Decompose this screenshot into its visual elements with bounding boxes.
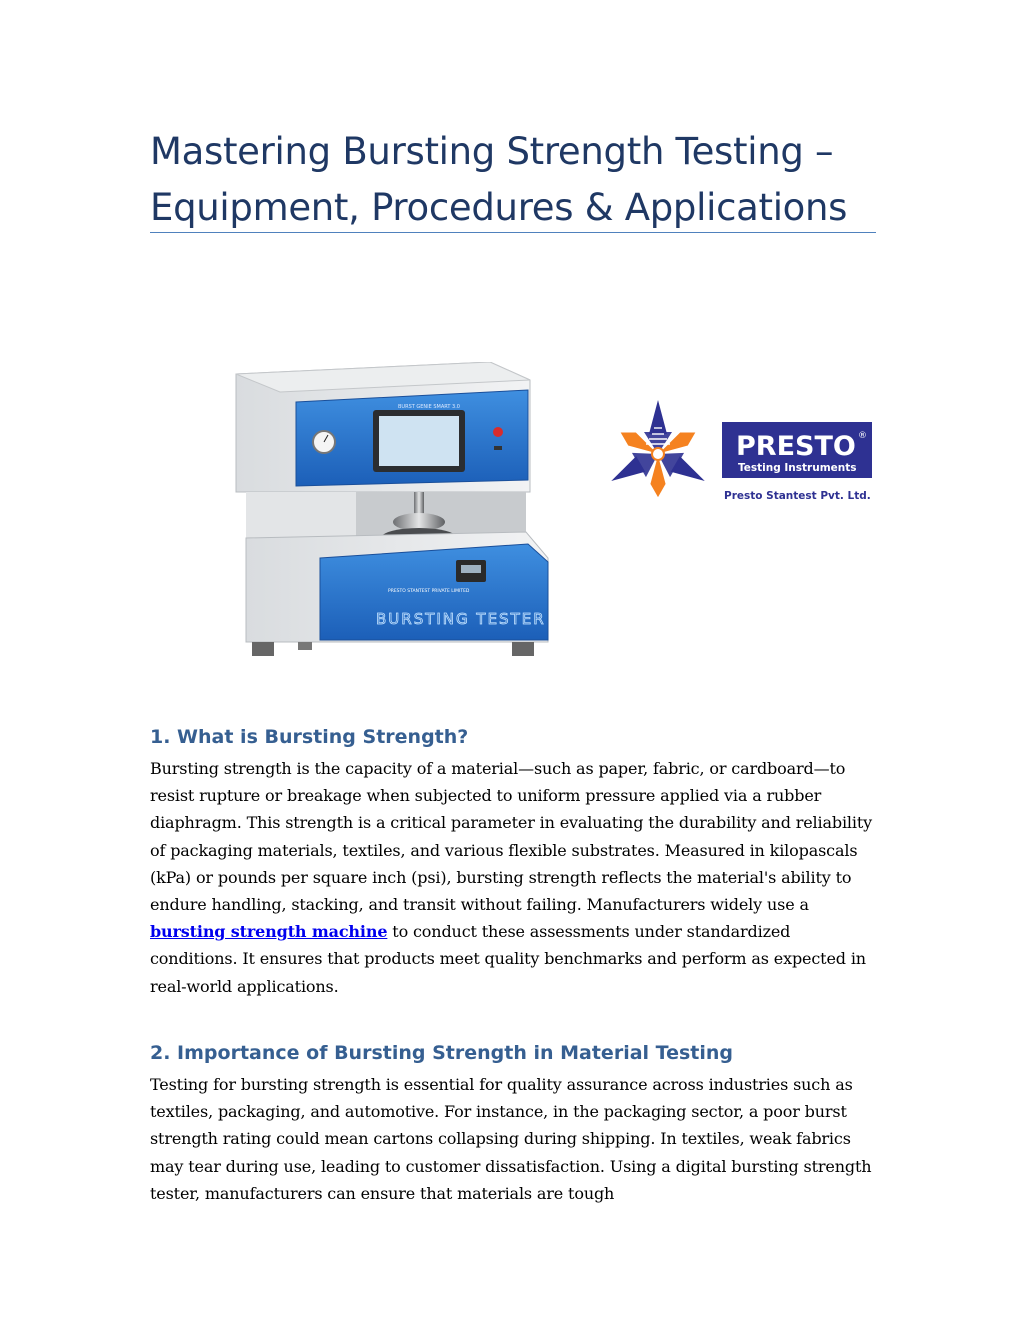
logo-company: Presto Stantest Pvt. Ltd. (724, 490, 871, 502)
logo-brand: PRESTO (736, 431, 856, 462)
bursting-tester-image (228, 362, 550, 662)
section-1-paragraph: Bursting strength is the capacity of a material—such as paper, fabric, or cardboard—to resist rupture or breakage when subjected to uniform pressure applied via a rubber diaphragm. This strength is a critical parameter in evaluating the durability and reliability of packaging materials, textiles, and various flexible substrates. Measured in kilopascals (kPa) or pounds per square inch (psi), bursting strength reflects the material's ability to endure handling, stacking, and transit without failing. Manufacturers widely use a bursting strength machine to conduct these assessments under standardized conditions. It ensures that products meet quality benchmarks and perform as expected in real-world applications. (150, 759, 873, 996)
panel-label: BURST GENIE SMART 3.0 (398, 404, 460, 410)
logo-registered: ® (858, 431, 867, 441)
section-1-heading: 1. What is Bursting Strength? (150, 726, 469, 748)
company-label: PRESTO STANTEST PRIVATE LIMITED (388, 589, 470, 594)
title-divider (150, 232, 876, 233)
section-2-heading: 2. Importance of Bursting Strength in Material Testing (150, 1042, 734, 1064)
page-title: Mastering Bursting Strength Testing – Equipment, Procedures & Applications (150, 130, 848, 229)
logo-tagline: Testing Instruments (738, 462, 857, 474)
bursting-strength-machine-link[interactable]: bursting strength machine (150, 922, 388, 942)
presto-logo-image (604, 400, 876, 512)
front-label: BURSTING TESTER (376, 610, 546, 628)
section-2-paragraph: Testing for bursting strength is essential for quality assurance across industries such as textiles, packaging, and automotive. For instance, in the packaging sector, a poor burst strength rating could mean cartons collapsing during shipping. In textiles, weak fabrics may tear during use, leading to customer dissatisfaction. Using a digital bursting strength tester, manufacturers can ensure that materials are tough (150, 1075, 872, 1203)
